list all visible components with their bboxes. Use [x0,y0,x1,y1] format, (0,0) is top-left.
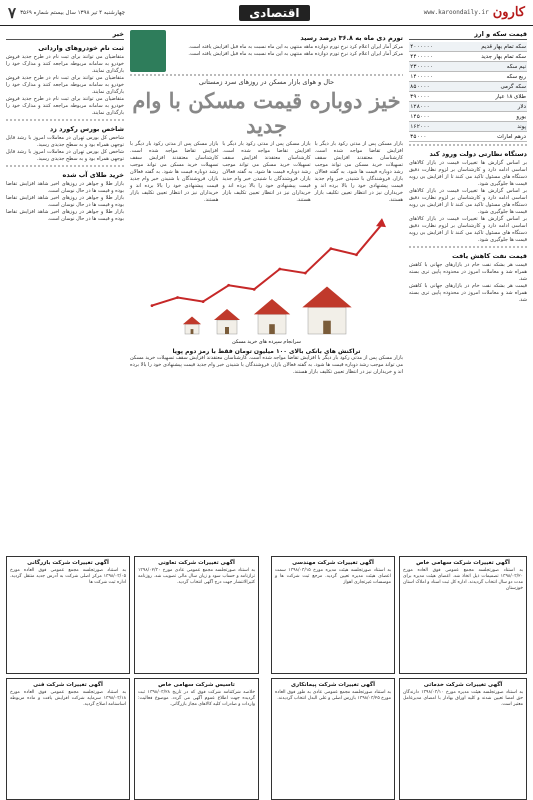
ad-text: به استناد صورتجلسه مجمع عمومی عادی مورخ ۱۳۹۸/۰۲/۳۰ ترازنامه و حساب سود و زیان سال مالی تصویب شد. روزنامه کثیرالانتشار جهت درج آگهی انتخاب گردید. [138,568,255,585]
ad-box[interactable] [6,678,130,800]
sub-body: بازار مسکن پس از مدتی رکود بار دیگر با افزایش تقاضا مواجه شده است. کارشناسان معتقدند افزایش سقف تسهیلات خرید مسکن می تواند موجب رشد دوباره قیمت ها شود. به گفته فعالان بازار، فروشندگان با شنیدن خبر وام جدید قیمت پیشنهادی خود را بالا برده اند و خریداران نیز در انتظار تعیین تکلیف بازار هستند. [130,355,403,375]
data-point [227,284,230,287]
ad-box[interactable] [6,556,130,674]
news-body-cont: بر اساس گزارش ها تغییرات قیمت در بازار کالاهای اساسی ادامه دارد و کارشناسان بر لزوم نظارت دقیق دستگاه های مسئول تاکید می کنند تا از افزایش بی رویه قیمت ها جلوگیری شود. [409,216,527,243]
house-icon [253,299,289,334]
table-row [409,102,527,112]
ad-title: آگهی تغییرات شرکت پیمانکاری [291,682,375,688]
divider [409,246,527,248]
data-point [355,253,358,256]
table-row [409,52,527,62]
ad-text: به استناد صورتجلسه مجمع عمومی فوق العاده مورخ ۱۳۹۸/۰۳/۰۵ مرکز اصلی شرکت به آدرس جدید منتقل گردید. اداره ثبت شرکت ها [10,568,126,585]
issue-info [8,4,125,22]
rate-label: درهم امارات [450,132,527,142]
rate-label: طلای ۱۸ عیار [450,92,527,102]
rate-label: سکه تمام بهار جدید [450,52,527,62]
divider [409,144,527,146]
brand [424,5,525,20]
rate-value: ۱۴۵۰۰۰ [409,112,450,122]
news-body: بر اساس گزارش ها تغییرات قیمت در بازار کالاهای اساسی ادامه دارد و کارشناسان بر لزوم نظارت دقیق دستگاه های مسئول تاکید می کنند تا از افزایش بی رویه قیمت ها جلوگیری شود. [409,160,527,187]
data-point [380,223,383,226]
rate-value: ۸۵۰۰۰۰ [409,82,450,92]
ad-title: آگهی تغییرات شرکت سهامی خاص [416,560,510,566]
left-column [6,30,124,550]
ad-text: به استناد صورتجلسه هیئت مدیره مورخ ۱۳۹۸/۰۳/۱۵ سمت اعضای هیئت مدیره تعیین گردید. مرجع ثبت شرکت ها و موسسات غیرتجاری اهواز [275,568,391,585]
top-story [170,30,403,72]
table-row [409,132,527,142]
main-body-col: بازار مسکن پس از مدتی رکود بار دیگر با افزایش تقاضا مواجه شده است. کارشناسان معتقدند افزایش سقف تسهیلات خرید مسکن می تواند موجب رشد دوباره قیمت ها شود. به گفته فعالان بازار، فروشندگان با شنیدن خبر وام جدید قیمت پیشنهادی خود را بالا برده اند و خریداران نیز در انتظار تعیین تکلیف بازار هستند. [130,141,219,203]
divider [6,119,124,121]
left-head: خبر [6,30,124,40]
rate-value: ۲۳۰۰۰۰۰ [409,62,450,72]
rate-label: یورو [450,112,527,122]
rate-value: ۳۹۰۰۰۰ [409,92,450,102]
ad-text: به استناد صورتجلسه مجمع عمومی فوق العاده مورخ ۱۳۹۸/۰۳/۲۰ تصمیمات ذیل اتخاذ شد. اعضای هیئت مدیره برای مدت دو سال انتخاب گردیدند. اداره کل ثبت اسناد و املاک استان خوزستان [403,568,523,591]
main-body-row [130,141,403,204]
news-headline: قیمت نفت کاهش یافت [452,252,527,260]
rate-label: سکه تمام بهار قدیم [450,42,527,52]
rates-title: قیمت سکه و ارز [409,30,527,40]
news-headline: خرید طلای آب شده [62,171,124,179]
rate-value: ۱۶۲۰۰۰ [409,122,450,132]
news-body: متقاضیان می توانند برای ثبت نام در طرح جدید فروش خودرو به سامانه مربوطه مراجعه کنند و مدارک خود را بارگذاری نمایند. [6,54,124,74]
banknote-photo [130,30,166,72]
news-headline: شاخص بورس رکورد زد [49,125,124,133]
center-column [130,30,403,550]
news-body-cont: بر اساس گزارش ها تغییرات قیمت در بازار کالاهای اساسی ادامه دارد و کارشناسان بر لزوم نظارت دقیق دستگاه های مسئول تاکید می کنند تا از افزایش بی رویه قیمت ها جلوگیری شود. [409,188,527,215]
main-kicker: حال و هوای بازار مسکن در روزهای سرد زمستانی [198,78,335,86]
data-point [150,304,153,307]
ad-title: آگهی تغییرات شرکت فنی [33,682,103,688]
top-story-headline: تورم دی ماه به ۳۶.۸ درصد رسید [300,34,403,42]
sub-kicker: سرانجام سپرده های خرید مسکن [232,339,301,345]
table-row [409,62,527,72]
data-point [176,296,179,299]
right-column [409,30,527,550]
house-icon [214,309,240,334]
news-body-cont: بازار طلا و جواهر در روزهای اخیر شاهد افزایش تقاضا بوده و قیمت ها در حال نوسان است. [6,195,124,208]
ad-text: به استناد صورتجلسه مجمع عمومی فوق العاده مورخ ۱۳۹۸/۰۳/۱۸ سرمایه شرکت افزایش یافت و ماده مربوطه اساسنامه اصلاح گردید. [10,690,126,707]
news-body-cont: متقاضیان می توانند برای ثبت نام در طرح جدید فروش خودرو به سامانه مربوطه مراجعه کنند و مدارک خود را بارگذاری نمایند. [6,96,124,116]
rate-value: ۱۲۸۰۰۰ [409,102,450,112]
data-point [278,268,281,271]
ad-text: خلاصه شرکتنامه شرکت فوق که در تاریخ ۱۳۹۸/۰۳/۲۸ ثبت گردیده جهت اطلاع عموم آگهی می گردد. موضوع فعالیت: واردات و صادرات کلیه کالاهای مجاز بازرگانی. [138,690,255,707]
table-row [409,42,527,52]
main-body-col: بازار مسکن پس از مدتی رکود بار دیگر با افزایش تقاضا مواجه شده است. کارشناسان معتقدند افزایش سقف تسهیلات خرید مسکن می تواند موجب رشد دوباره قیمت ها شود. به گفته فعالان بازار، فروشندگان با شنیدن خبر وام جدید قیمت پیشنهادی خود را بالا برده اند و خریداران نیز در انتظار تعیین تکلیف بازار هستند. [314,141,403,203]
rate-value: ۴۰۰۰۰۰۰ [409,42,450,52]
ad-title: تاسیس شرکت سهامی خاص [158,682,235,688]
news-headline: دستگاه نظارتی دولت ورود کند [429,150,527,158]
content-grid [6,30,527,774]
table-row [409,92,527,102]
ad-title: آگهی تغییرات شرکت تعاونی [158,560,235,566]
divider [6,165,124,167]
main-body-col: بازار مسکن پس از مدتی رکود بار دیگر با افزایش تقاضا مواجه شده است. کارشناسان معتقدند افزایش سقف تسهیلات خرید مسکن می تواند موجب رشد دوباره قیمت ها شود. به گفته فعالان بازار، فروشندگان با شنیدن خبر وام جدید قیمت پیشنهادی خود را بالا برده اند و خریداران نیز در انتظار تعیین تکلیف بازار هستند. [222,141,311,203]
data-point [252,288,255,291]
top-story-body: مرکز آمار ایران اعلام کرد نرخ تورم دوازده ماهه منتهی به این ماه نسبت به ماه قبل افزایش یافته است. [188,44,403,50]
rate-label: دلار [450,102,527,112]
rate-label: سکه گرمی [450,82,527,92]
house-icon [302,287,351,335]
brand-logo: کارون [492,5,525,20]
table-row [409,72,527,82]
divider [130,74,403,76]
ads-section [6,556,527,774]
issue-line: چهارشنبه ۴ تیر ۱۳۹۸ سال بیستم شماره ۳۵۶۹ [20,9,126,16]
rate-value: ۳۵۰۰۰ [409,132,450,142]
data-point [303,272,306,275]
ad-title: آگهی تغییرات شرکت مهندسی [292,560,374,566]
table-row [409,122,527,132]
table-row [409,82,527,92]
page-number: ۷ [8,3,17,22]
news-body: قیمت هر بشکه نفت خام در بازارهای جهانی با کاهش همراه شد و معاملات امروز در محدوده پایین تری بسته شد. [409,262,527,282]
news-headline: ثبت نام خودروهای وارداتی [38,44,124,52]
arrow-head-icon [376,218,386,227]
news-body: بازار طلا و جواهر در روزهای اخیر شاهد افزایش تقاضا بوده و قیمت ها در حال نوسان است. [6,181,124,194]
ad-box[interactable] [399,678,527,800]
ad-title: آگهی تغییرات شرکت خدماتی [423,682,503,688]
ad-title: آگهی تغییرات شرکت بازرگانی [27,560,109,566]
ad-box[interactable] [399,556,527,674]
ad-text: به استناد صورتجلسه هیئت مدیره مورخ ۱۳۹۸/۰۳/۱۰ دارندگان حق امضا تعیین شدند و کلیه اوراق بهادار با امضای مدیرعامل معتبر است. [403,690,523,707]
top-story-row [130,30,403,72]
ad-text: به استناد صورتجلسه مجمع عمومی عادی به طور فوق العاده مورخ ۱۳۹۸/۰۳/۲۵ بازرس اصلی و علی البدل انتخاب گردیدند. [275,690,391,701]
rate-label: ربع سکه [450,72,527,82]
price-chart [132,206,402,336]
section-label: اقتصادی [239,5,309,21]
site-url[interactable]: www.karoondaily.ir [423,9,489,16]
data-point [329,247,332,250]
series-line [152,224,382,305]
news-body-cont: قیمت هر بشکه نفت خام در بازارهای جهانی با کاهش همراه شد و معاملات امروز در محدوده پایین تری بسته شد. [409,283,527,303]
news-body-cont: متقاضیان می توانند برای ثبت نام در طرح جدید فروش خودرو به سامانه مربوطه مراجعه کنند و مدارک خود را بارگذاری نمایند. [6,75,124,95]
news-body-cont: شاخص کل بورس تهران در معاملات امروز با رشد قابل توجهی همراه بود و به سطح جدیدی رسید. [6,149,124,162]
table-row [409,112,527,122]
sub-title[interactable]: تراکنش های بانکی بالای ۱۰۰ میلیون تومان فقط با رمز دوم پویا [172,348,361,355]
news-body-cont: بازار طلا و جواهر در روزهای اخیر شاهد افزایش تقاضا بوده و قیمت ها در حال نوسان است. [6,209,124,222]
rate-label: نیم سکه [450,62,527,72]
ad-box[interactable] [134,678,259,800]
house-icon [182,317,200,335]
top-story-body-cont: مرکز آمار ایران اعلام کرد نرخ تورم دوازده ماهه منتهی به این ماه نسبت به ماه قبل افزایش یافته است. [188,51,403,57]
main-title[interactable]: خیز دوباره قیمت مسکن با وام جدید [132,88,401,138]
rate-value: ۱۴۰۰۰۰۰ [409,72,450,82]
ad-box[interactable] [271,556,395,674]
data-point [201,300,204,303]
ad-box[interactable] [134,556,259,674]
news-body: شاخص کل بورس تهران در معاملات امروز با رشد قابل توجهی همراه بود و به سطح جدیدی رسید. [6,135,124,148]
ad-box[interactable] [271,678,395,800]
rate-label: پوند [450,122,527,132]
rates-table [409,42,527,142]
rate-value: ۴۴۰۰۰۰۰ [409,52,450,62]
masthead [0,0,533,26]
